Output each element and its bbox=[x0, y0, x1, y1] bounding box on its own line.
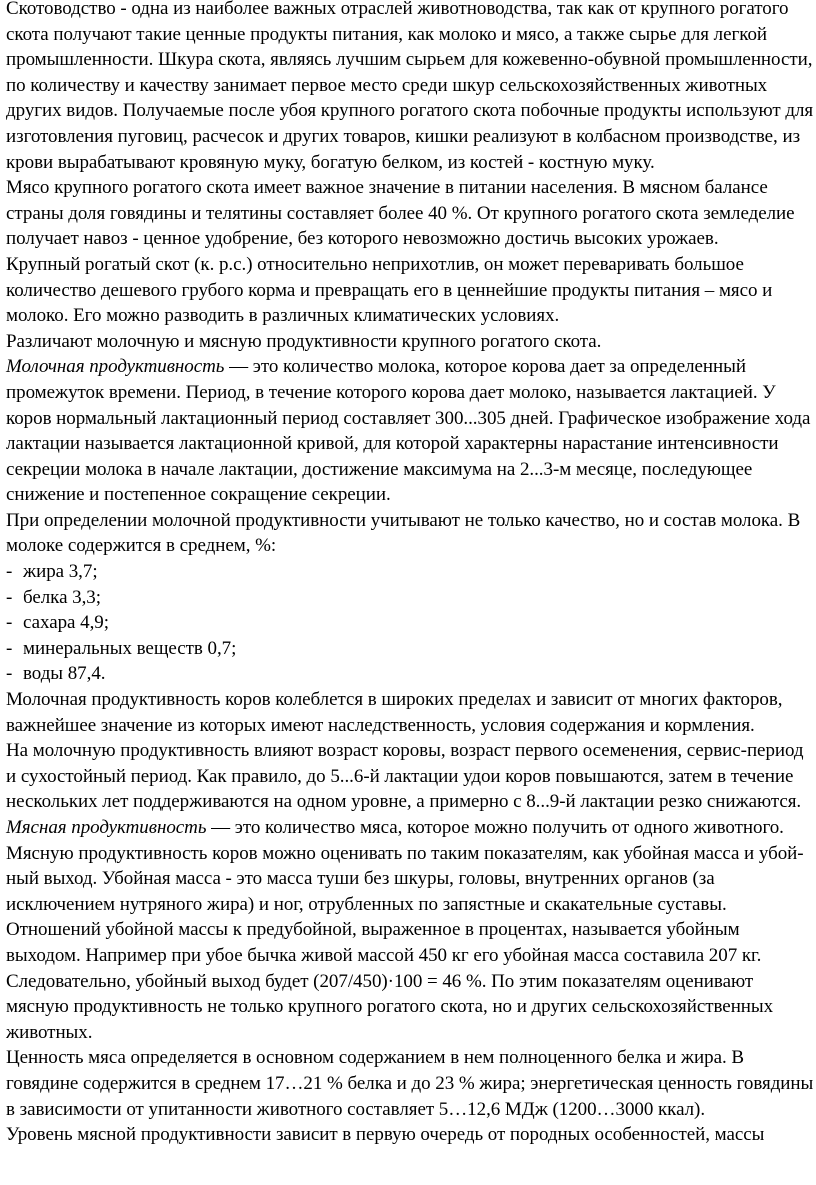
list-item: - жира 3,7; bbox=[6, 561, 98, 583]
list-item: - воды 87,4. bbox=[6, 663, 106, 685]
paragraph-meat-productivity bbox=[6, 815, 816, 841]
term-milk-productivity: Молочная продуктивность bbox=[6, 356, 225, 378]
paragraph-slaughter-yield: Отношений убойной массы к предубойной, выраженное в процентах, называется убойным выходом. Например при убое бычка живой массой 450 кг его убойная масса составила 207 кг. Следовательно, убойный выход будет (207/450)·100 = 46 %. По этим показателям оценивают мясную продуктивность не только крупного рогатого скота, но и других сельскохозяйственных животных. bbox=[6, 919, 774, 1043]
paragraph-meat-value: Ценность мяса определяется в основном содержанием в нем полноценного белка и жира. В говядине содержится в среднем 17…21 % белка и до 23 % жира; энергетическая ценность говядины в зависимости от упитанности животного составляет 5…12,6 МДж (1200…3000 ккал). bbox=[6, 1047, 814, 1120]
paragraph-intro: Скотоводство - одна из наиболее важных отраслей животноводства, так как от крупного рогатого скота получают такие ценные продукты питания, как молоко и мясо, а также сырье для легкой промышленности. Шкура скота, являясь лучшим сырьем для кожевенно-обувной промышленности, по количеству и качеству занимает первое место среди шкур сельскохозяйственных животных других видов. Получаемые после убоя крупного рогатого скота побочные продукты используют для изготовления пуговиц, расчесок и других товаров, кишки реализуют в колбасном производстве, из крови вырабатывают кровяную муку, богатую белком, из костей - костную муку. bbox=[6, 0, 814, 173]
paragraph-milk-factors: На молочную продуктивность влияют возраст коровы, возраст первого осеменения, сервис-период и сухостойный период. Как правило, до 5...6-й лактации удои коров повышаются, затем в течение нескольких лет поддерживаются на одном уровне, а примерно с 8...9-й лактации резко снижаются. bbox=[6, 740, 804, 813]
paragraph-milk-variation: Молочная продуктивность коров колеблется в широких пределах и зависит от многих факторов, важнейшее значение из которых имеют наследственность, условия содержания и кормления. bbox=[6, 689, 783, 736]
paragraph-cattle-hardiness: Крупный рогатый скот (к. р.с.) относительно неприхотлив, он может переваривать большое количество дешевого грубого корма и превращать его в ценнейшие продукты питания – мясо и молоко. Его можно разводить в различных климатических условиях. bbox=[6, 253, 773, 327]
list-item: - минеральных веществ 0,7; bbox=[6, 637, 237, 659]
paragraph-slaughter-mass: Мясную продуктивность коров можно оценивать по таким показателям, как убойная масса и убой-ный выход. Убойная масса - это масса туши без шкуры, головы, внутренних органов (за исключением нутряного жира) и ног, отрубленных по запястные и скакательные суставы. bbox=[6, 842, 804, 915]
list-item: - сахара 4,9; bbox=[6, 612, 109, 634]
paragraph-composition-intro: При определении молочной продуктивности учитывают не только качество, но и состав молока. В молоке содержится в среднем, %: bbox=[6, 509, 801, 557]
meat-productivity-definition: — это количество мяса, которое можно получить от одного животного. bbox=[206, 817, 784, 838]
list-item: - белка 3,3; bbox=[6, 586, 101, 608]
paragraph-productivity-types: Различают молочную и мясную продуктивности крупного рогатого скота. bbox=[6, 330, 602, 352]
paragraph-meat-importance: Мясо крупного рогатого скота имеет важное значение в питании населения. В мясном балансе страны доля говядины и телятины составляет более 40 %. От крупного рогатого скота земледелие получает навоз - ценное удобрение, без которого невозможно достичь высоких урожаев. bbox=[6, 177, 795, 250]
paragraph-meat-level: Уровень мясной продуктивности зависит в первую очередь от породных особенностей, массы bbox=[6, 1124, 765, 1146]
composition-list bbox=[6, 559, 816, 687]
milk-productivity-definition: — это количество молока, которое корова дает за определенный промежуток времени. Период, в течение которого корова дает молоко, называется лактацией. У коров нормальный лактационный период составляет 300...305 дней. Графическое изображение хода лактации называется лактационной кривой, для которой характерны нарастание интенсивности секреции молока в начале лактации, достижение максимума на 2...3-м месяце, последующее снижение и постепенное сокращение секреции. bbox=[6, 356, 811, 506]
term-meat-productivity: Мясная продуктивность bbox=[6, 817, 207, 838]
paragraph-milk-productivity bbox=[6, 354, 816, 508]
